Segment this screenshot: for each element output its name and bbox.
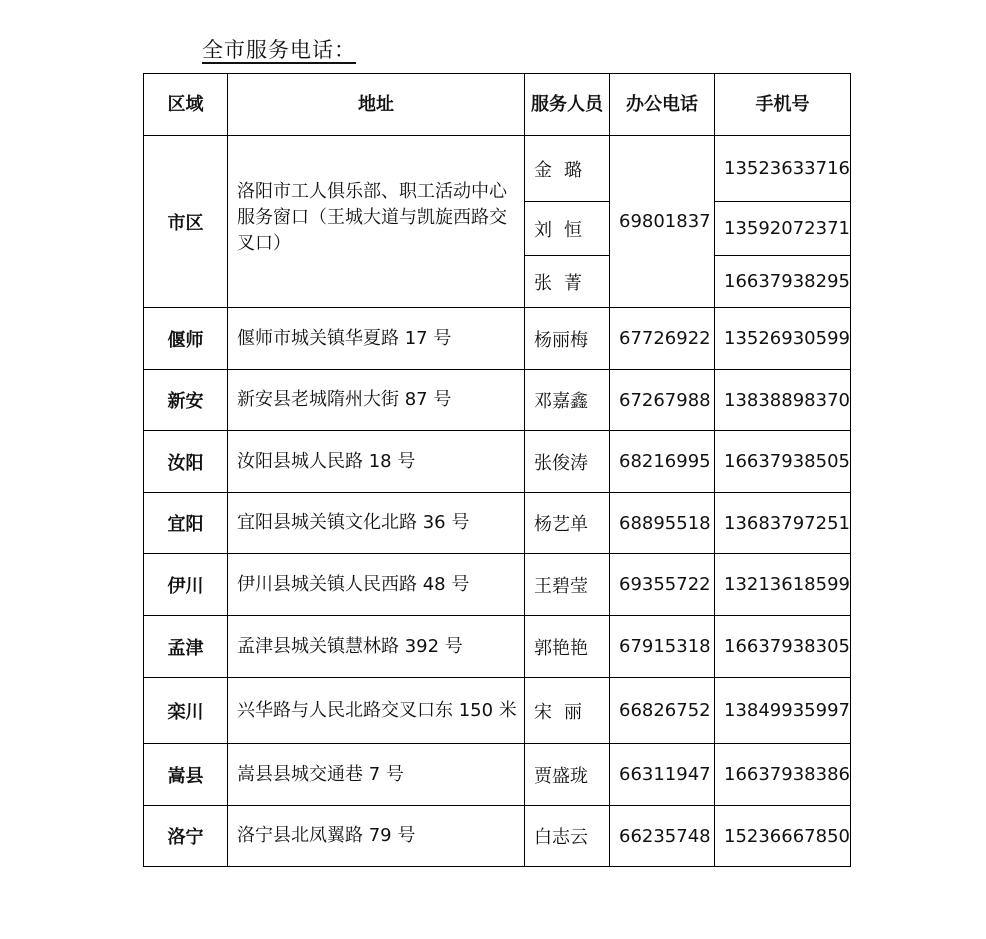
staff-cell: 贾盛珑 [525,744,610,806]
address-cell [228,136,525,308]
table-row [144,554,851,616]
staff-cell: 郭艳艳 [525,616,610,678]
office-phone-cell: 68216995 [610,431,715,493]
staff-cell: 邓嘉鑫 [525,370,610,431]
address-cell: 偃师市城关镇华夏路 17 号 [228,308,525,370]
staff-cell: 宋丽 [525,678,610,744]
mobile-cell: 16637938305 [715,616,851,678]
table-row [144,616,851,678]
address-cell: 孟津县城关镇慧林路 392 号 [228,616,525,678]
region-cell: 洛宁 [144,806,228,867]
mobile-cell: 16637938505 [715,431,851,493]
mobile-cell: 13523633716 [715,136,851,202]
table-row [144,370,851,431]
address-text: 洛阳市工人俱乐部、职工活动中心服务窗口（王城大道与凯旋西路交叉口） [237,180,507,254]
region-cell: 宜阳 [144,493,228,554]
page-title: 全市服务电话： [202,38,356,62]
address-cell: 宜阳县城关镇文化北路 36 号 [228,493,525,554]
region-cell: 伊川 [144,554,228,616]
staff-cell: 张俊涛 [525,431,610,493]
header-mobile: 手机号 [715,74,851,136]
header-staff: 服务人员 [525,74,610,136]
office-phone-cell: 69355722 [610,554,715,616]
staff-cell: 金璐 [525,136,610,202]
table-header-row [144,74,851,136]
staff-cell: 刘恒 [525,202,610,256]
mobile-cell: 16637938386 [715,744,851,806]
office-phone-cell: 68895518 [610,493,715,554]
table-row [144,493,851,554]
mobile-cell: 13838898370 [715,370,851,431]
staff-cell: 张菁 [525,256,610,308]
address-cell: 嵩县县城交通巷 7 号 [228,744,525,806]
staff-cell: 王碧莹 [525,554,610,616]
header-office-phone: 办公电话 [610,74,715,136]
table-row [144,308,851,370]
office-phone-cell: 66235748 [610,806,715,867]
office-phone-cell: 67726922 [610,308,715,370]
staff-cell: 杨艺单 [525,493,610,554]
region-cell: 新安 [144,370,228,431]
office-phone-cell: 66311947 [610,744,715,806]
office-phone-cell: 66826752 [610,678,715,744]
address-cell: 新安县老城隋州大街 87 号 [228,370,525,431]
header-address: 地址 [228,74,525,136]
mobile-cell: 16637938295 [715,256,851,308]
table-row [144,431,851,493]
address-cell: 汝阳县城人民路 18 号 [228,431,525,493]
service-phone-table [143,73,851,867]
office-phone-cell: 67267988 [610,370,715,431]
staff-cell: 杨丽梅 [525,308,610,370]
mobile-cell: 13592072371 [715,202,851,256]
region-cell: 偃师 [144,308,228,370]
region-cell: 市区 [144,136,228,308]
staff-cell: 白志云 [525,806,610,867]
mobile-cell: 13683797251 [715,493,851,554]
mobile-cell: 13526930599 [715,308,851,370]
mobile-cell: 13213618599 [715,554,851,616]
table-row-city [144,136,851,202]
office-phone-cell: 67915318 [610,616,715,678]
mobile-cell: 15236667850 [715,806,851,867]
region-cell: 孟津 [144,616,228,678]
region-cell: 汝阳 [144,431,228,493]
table-row [144,744,851,806]
address-cell: 兴华路与人民北路交叉口东 150 米 [228,678,525,744]
region-cell: 栾川 [144,678,228,744]
address-cell: 伊川县城关镇人民西路 48 号 [228,554,525,616]
header-region: 区域 [144,74,228,136]
address-cell: 洛宁县北凤翼路 79 号 [228,806,525,867]
table-row [144,678,851,744]
office-phone-cell: 69801837 [610,136,715,308]
table-row [144,806,851,867]
region-cell: 嵩县 [144,744,228,806]
mobile-cell: 13849935997 [715,678,851,744]
